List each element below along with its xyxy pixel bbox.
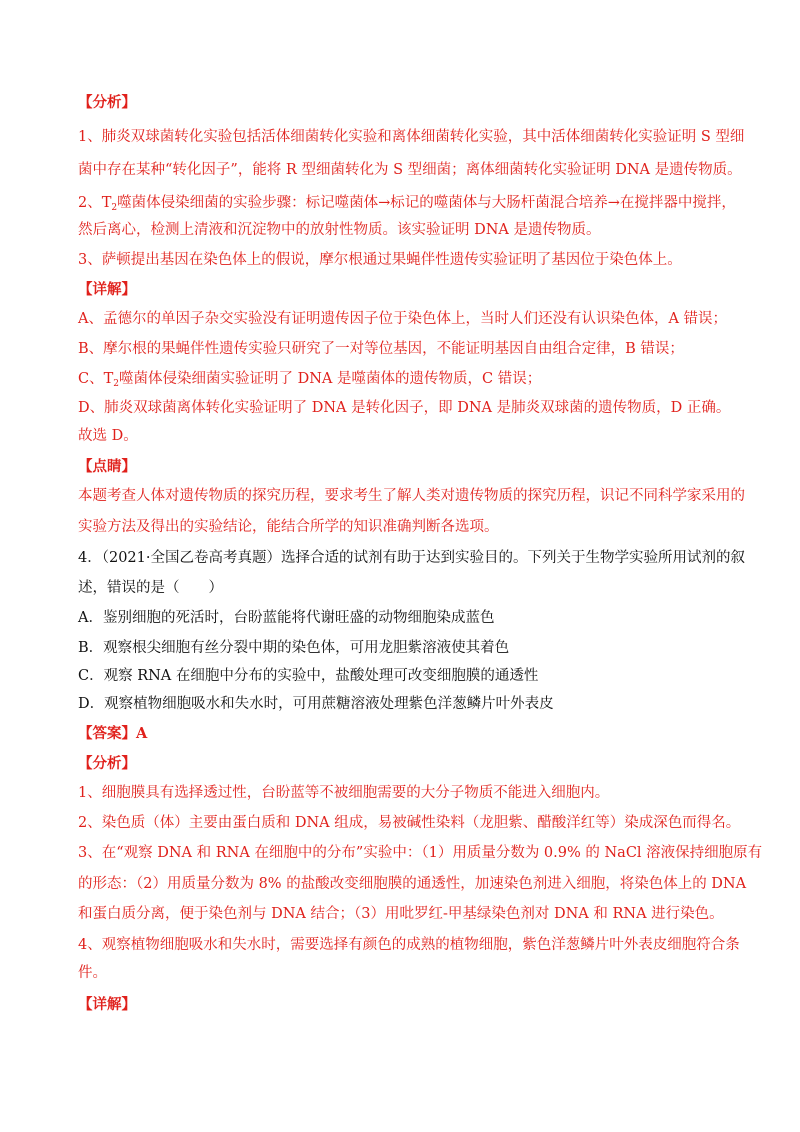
- analysis-point-1-line-1: 1、肺炎双球菌转化实验包括活体细菌转化实验和离体细菌转化实验，其中活体细菌转化实验证明 S 型细: [78, 129, 745, 145]
- question-4-stem-line-2: 述，错误的是（ ）: [78, 580, 223, 596]
- analysis-2-point-3-line-3: 和蛋白质分离，便于染色剂与 DNA 结合；（3）用吡罗红-甲基绿染色剂对 DNA 和 RNA 进行染色。: [78, 906, 724, 922]
- question-4-option-c: C．观察 RNA 在细胞中分布的实验中，盐酸处理可改变细胞膜的通透性: [78, 668, 539, 684]
- analysis-point-2-line-1: [78, 193, 736, 213]
- detail-option-b: B、摩尔根的果蝇伴性遗传实验只研究了一对等位基因，不能证明基因自由组合定律，B 错误；: [78, 341, 684, 357]
- question-4-option-d: D．观察植物细胞吸水和失水时，可用蔗糖溶液处理紫色洋葱鳞片叶外表皮: [78, 696, 554, 712]
- detail-option-c-subscript: 2: [113, 379, 120, 389]
- analysis-2-point-1: 1、细胞膜具有选择透过性，台盼蓝等不被细胞需要的大分子物质不能进入细胞内。: [78, 785, 610, 801]
- analysis-point-3: 3、萨顿提出基因在染色体上的假说，摩尔根通过果蝇伴性遗传实验证明了基因位于染色体上。: [78, 252, 682, 268]
- analysis-2-point-3-line-1: 3、在“观察 DNA 和 RNA 在细胞中的分布”实验中：（1）用质量分数为 0.9% 的 NaCl 溶液保持细胞原有: [78, 845, 763, 861]
- detail-option-a: A、孟德尔的单因子杂交实验没有证明遗传因子位于染色体上，当时人们还没有认识染色体，A 错误；: [78, 311, 728, 327]
- question-4-option-b: B．观察根尖细胞有丝分裂中期的染色体，可用龙胆紫溶液使其着色: [78, 640, 510, 656]
- analysis-2-point-3-line-2: 的形态：（2）用质量分数为 8% 的盐酸改变细胞膜的通透性，加速染色剂进入细胞，将染色体上的 DNA: [78, 876, 747, 892]
- comment-line-2: 实验方法及得出的实验结论，能结合所学的知识准确判断各选项。: [78, 519, 499, 535]
- detail-option-d: D、肺炎双球菌离体转化实验证明了 DNA 是转化因子，即 DNA 是肺炎双球菌的遗传物质，D 正确。: [78, 400, 731, 416]
- analysis-2-point-4-line-2: 件。: [78, 965, 107, 981]
- comment-line-1: 本题考查人体对遗传物质的探究历程，要求考生了解人类对遗传物质的探究历程，识记不同科学家采用的: [78, 488, 745, 504]
- detail-heading: 【详解】: [78, 281, 136, 298]
- detail-choice: 故选 D。: [78, 428, 138, 444]
- question-4-option-a: A．鉴别细胞的死活时，台盼蓝能将代谢旺盛的动物细胞染成蓝色: [78, 610, 495, 626]
- analysis-2-point-4-line-1: 4、观察植物细胞吸水和失水时，需要选择有颜色的成熟的植物细胞，紫色洋葱鳞片叶外表皮细胞符合条: [78, 937, 740, 953]
- analysis-point-2-line-2: 然后离心，检测上清液和沉淀物中的放射性物质。该实验证明 DNA 是遗传物质。: [78, 222, 601, 238]
- detail-option-c-text: 噬菌体侵染细菌实验证明了 DNA 是噬菌体的遗传物质，C 错误；: [119, 371, 542, 387]
- analysis-heading: 【分析】: [78, 94, 136, 111]
- detail-option-c-prefix: C、T: [78, 371, 114, 387]
- detail-option-c: [78, 369, 728, 389]
- analysis-point-2-subscript: 2: [111, 203, 118, 213]
- detail-2-heading: 【详解】: [78, 996, 136, 1013]
- question-4-answer: 【答案】A: [78, 725, 148, 742]
- analysis-point-2-text: 噬菌体侵染细菌的实验步骤：标记噬菌体→标记的噬菌体与大肠杆菌混合培养→在搅拌器中搅拌，: [117, 195, 736, 211]
- analysis-point-2-prefix: 2、T: [78, 195, 112, 211]
- analysis-2-point-2: 2、染色质（体）主要由蛋白质和 DNA 组成，易被碱性染料（龙胆紫、醋酸洋红等）染成深色而得名。: [78, 815, 741, 831]
- analysis-point-1-line-2: 菌中存在某种“转化因子”，能将 R 型细菌转化为 S 型细菌；离体细菌转化实验证明 DNA 是遗传物质。: [78, 162, 742, 178]
- analysis-2-heading: 【分析】: [78, 755, 136, 772]
- comment-heading: 【点睛】: [78, 458, 136, 475]
- question-4-stem-line-1: 4．（2021·全国乙卷高考真题）选择合适的试剂有助于达到实验目的。下列关于生物学实验所用试剂的叙: [78, 550, 745, 566]
